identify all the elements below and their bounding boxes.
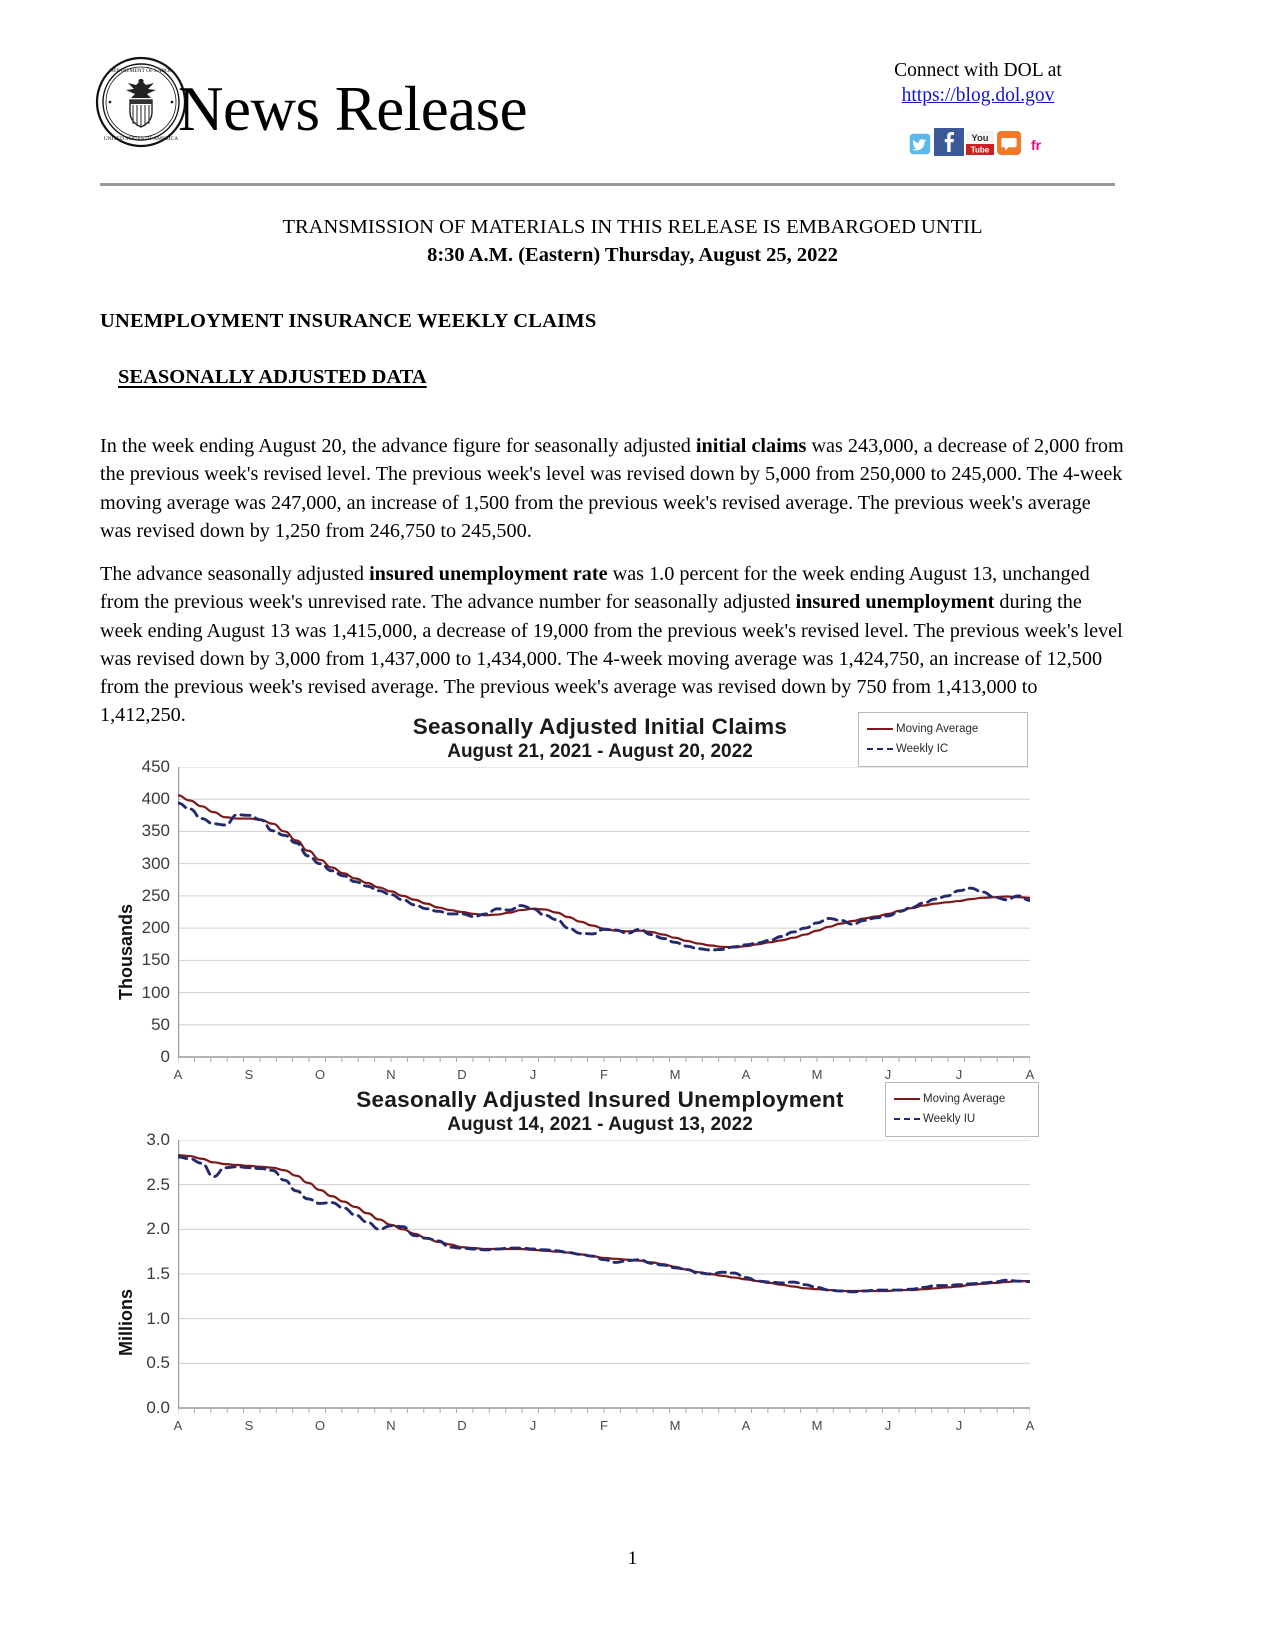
- p1-segment-1: In the week ending August 20, the advance figure for seasonally adjusted: [100, 435, 696, 458]
- twitter-icon[interactable]: [908, 132, 932, 161]
- chart1-legend: [858, 712, 1028, 767]
- y-tick-label: 2.5: [146, 1174, 170, 1194]
- y-tick-label: 0.5: [146, 1353, 170, 1373]
- x-tick-label: D: [457, 1067, 467, 1082]
- social-icons: [838, 126, 1118, 161]
- chart2-y-axis-label: Millions: [116, 1289, 136, 1356]
- x-tick-label: M: [811, 1418, 823, 1433]
- x-tick-label: A: [1025, 1418, 1035, 1433]
- p2-segment-1: The advance seasonally adjusted: [100, 563, 370, 586]
- x-tick-label: J: [955, 1067, 963, 1082]
- masthead-title: News Release: [178, 74, 528, 144]
- x-tick-label: A: [741, 1067, 751, 1082]
- chart2-title-block: [250, 1086, 950, 1137]
- chart1-legend-item-weekly: [867, 739, 1017, 759]
- page-header: [0, 0, 1265, 190]
- y-tick-label: 50: [151, 1014, 170, 1034]
- p2-segment-3: during the week ending August 13 was 1,415,000, a decrease of 19,000 from the previous week's revised level. The previous week's level was revised down by 3,000 from 1,437,000 to 1,434,000. The 4-week moving average was 1,424,750, an increase of 12,500 from the previous week's revised average. The previous week's average was revised down by 750 from 1,413,000 to 1,412,250.: [100, 591, 1123, 727]
- y-tick-label: 1.5: [146, 1264, 170, 1283]
- x-tick-label: S: [244, 1418, 254, 1433]
- x-tick-label: A: [741, 1418, 751, 1433]
- chart1-legend-item-moving-average: [867, 719, 1017, 739]
- y-tick-label: 0: [160, 1047, 170, 1066]
- x-tick-label: N: [386, 1067, 396, 1082]
- p1-bold-initial-claims: initial claims: [695, 435, 807, 458]
- connect-with-dol: [838, 58, 1118, 108]
- svg-text:fr: fr: [1030, 137, 1042, 153]
- y-tick-label: 450: [141, 757, 170, 776]
- svg-text:DEPARTMENT OF LABOR: DEPARTMENT OF LABOR: [109, 68, 173, 74]
- p2-bold-iu: insured unemployment: [795, 591, 995, 614]
- legend-line-dashed-icon: [894, 1114, 920, 1124]
- y-tick-label: 150: [141, 950, 170, 970]
- chat-icon[interactable]: [996, 130, 1022, 161]
- x-tick-label: A: [173, 1067, 183, 1082]
- y-tick-label: 1.0: [146, 1308, 170, 1328]
- y-tick-label: 0.0: [146, 1398, 170, 1417]
- p2-bold-iu-rate: insured unemployment rate: [369, 563, 608, 586]
- x-tick-label: F: [600, 1067, 608, 1082]
- paragraph-initial-claims: [100, 432, 1127, 545]
- svg-text:Tube: Tube: [970, 145, 990, 155]
- y-tick-label: 350: [141, 821, 170, 841]
- series-moving-average: [178, 1155, 1030, 1291]
- flickr-icon[interactable]: [1024, 132, 1048, 161]
- x-tick-label: M: [669, 1418, 681, 1433]
- x-tick-label: J: [884, 1067, 892, 1082]
- chart1-subtitle: August 21, 2021 - August 20, 2022: [447, 741, 753, 762]
- chart2-legend-item-moving-average: [894, 1089, 1028, 1109]
- insured-unemployment-chart: [100, 1078, 1130, 1478]
- chart2-legend-item-weekly: [894, 1109, 1028, 1129]
- chart2-subtitle: August 14, 2021 - August 13, 2022: [447, 1114, 753, 1135]
- x-tick-label: A: [1025, 1067, 1035, 1082]
- chart1-title: Seasonally Adjusted Initial Claims: [412, 714, 788, 739]
- y-tick-label: 200: [141, 918, 170, 938]
- embargo-line-1: TRANSMISSION OF MATERIALS IN THIS RELEASE IS EMBARGOED UNTIL: [282, 216, 983, 238]
- connect-label: Connect with DOL at: [894, 60, 1062, 81]
- x-tick-label: S: [244, 1067, 254, 1082]
- svg-text:UNITED STATES OF AMERICA: UNITED STATES OF AMERICA: [103, 136, 179, 142]
- x-tick-label: O: [314, 1418, 326, 1433]
- chart2-legend-label-0: Moving Average: [923, 1093, 1006, 1105]
- chart2-plot-area: [178, 1140, 1030, 1416]
- chart2-title: Seasonally Adjusted Insured Unemployment: [356, 1087, 844, 1112]
- p1-segment-2: was 243,000, a decrease of 2,000 from the previous week's revised level. The previous week's level was revised down by 5,000 from 250,000 to 245,000. The 4-week moving average was 247,000, an increase of 1,500 from the previous week's revised average. The previous week's average was revised down by 1,250 from 246,750 to 245,500.: [100, 435, 1124, 542]
- youtube-icon[interactable]: [966, 130, 994, 161]
- x-tick-label: J: [884, 1418, 892, 1433]
- svg-text:You: You: [971, 133, 989, 144]
- series-weekly-iu: [178, 1157, 1030, 1292]
- x-tick-label: M: [811, 1067, 823, 1082]
- x-tick-label: N: [386, 1418, 396, 1433]
- y-tick-label: 100: [141, 982, 170, 1002]
- legend-line-solid-icon: [867, 724, 893, 734]
- dol-blog-link[interactable]: https://blog.dol.gov: [901, 85, 1055, 106]
- header-divider: [100, 183, 1115, 186]
- chart2-legend-label-1: Weekly IU: [923, 1113, 976, 1125]
- chart1-plot-area: [178, 767, 1030, 1065]
- facebook-icon[interactable]: [934, 126, 964, 161]
- chart1-legend-label-1: Weekly IC: [896, 743, 949, 755]
- p2-segment-2: was 1.0 percent for the week ending August 13, unchanged from the previous week's unrevised rate. The advance number for seasonally adjusted: [100, 563, 1090, 614]
- chart1-y-axis-label: Thousands: [116, 903, 136, 1000]
- y-tick-label: 2.0: [146, 1219, 170, 1239]
- chart1-title-block: [280, 713, 920, 764]
- section-subheading: SEASONALLY ADJUSTED DATA: [118, 366, 427, 388]
- y-tick-label: 400: [141, 789, 170, 809]
- embargo-line-2: 8:30 A.M. (Eastern) Thursday, August 25, 2022: [427, 244, 838, 266]
- x-tick-label: M: [669, 1067, 681, 1082]
- y-tick-label: 250: [141, 885, 170, 905]
- x-tick-label: O: [314, 1067, 326, 1082]
- x-tick-label: J: [529, 1418, 537, 1433]
- initial-claims-chart: [100, 705, 1130, 1105]
- legend-line-solid-icon: [894, 1094, 920, 1104]
- legend-line-dashed-icon: [867, 744, 893, 754]
- embargo-notice: [0, 213, 1265, 269]
- series-moving-average: [178, 795, 1030, 947]
- y-tick-label: 300: [141, 853, 170, 873]
- dol-seal-icon: [95, 56, 187, 148]
- x-tick-label: F: [600, 1418, 608, 1433]
- page-number: 1: [627, 1548, 638, 1569]
- chart2-legend: [885, 1082, 1039, 1137]
- page-title: UNEMPLOYMENT INSURANCE WEEKLY CLAIMS: [100, 310, 597, 332]
- x-tick-label: J: [529, 1067, 537, 1082]
- y-tick-label: 3.0: [146, 1130, 170, 1149]
- x-tick-label: D: [457, 1418, 467, 1433]
- x-tick-label: J: [955, 1418, 963, 1433]
- x-tick-label: A: [173, 1418, 183, 1433]
- chart1-legend-label-0: Moving Average: [896, 723, 979, 735]
